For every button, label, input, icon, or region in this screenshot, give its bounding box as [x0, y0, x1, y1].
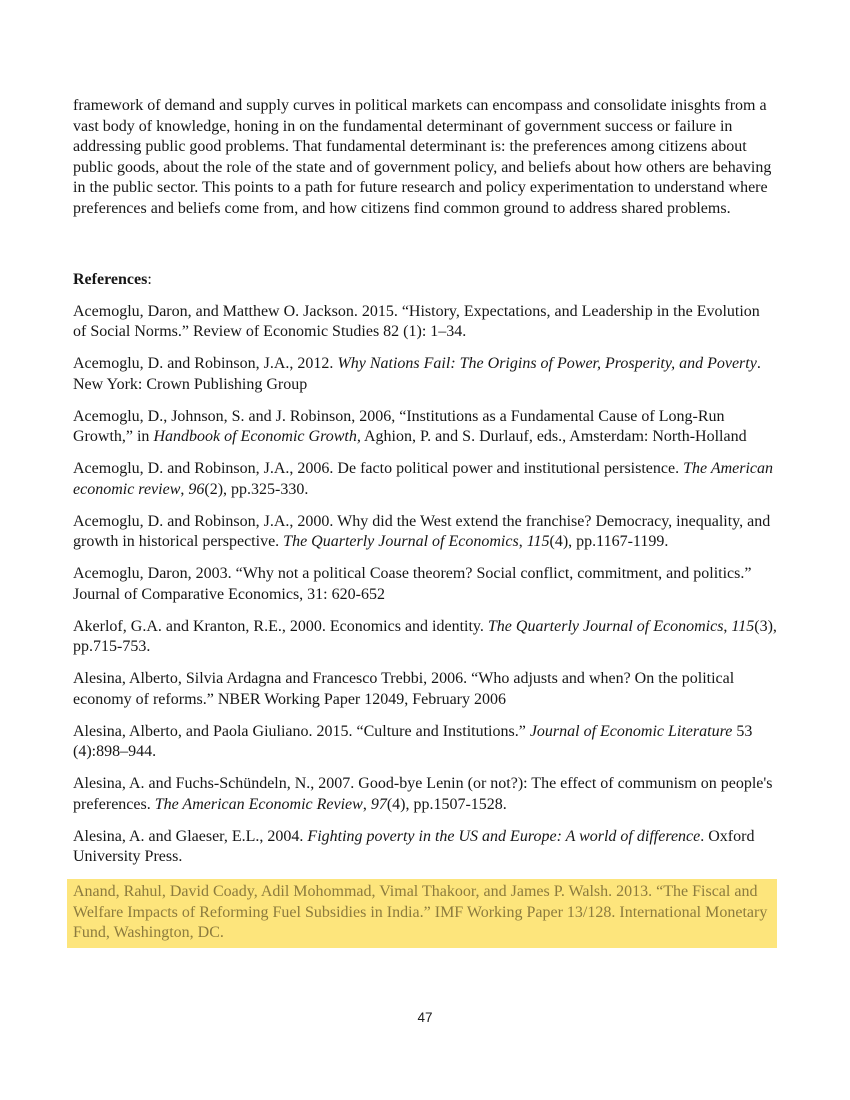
- reference-entry: [73, 459, 777, 500]
- closing-paragraph: framework of demand and supply curves in political markets can encompass and consolidate inisghts from a vast body of knowledge, honing in on the fundamental determinant of government success or failure in addressing public good problems. That fundamental determinant is: the preferences among citizens about public goods, about the role of the state and of government policy, and beliefs about how others are behaving in the public sector. This points to a path for future research and policy experimentation to understand where preferences and beliefs come from, and how citizens find common ground to address shared problems.: [73, 97, 772, 217]
- reference-text: Alesina, Alberto, Silvia Ardagna and Francesco Trebbi, 2006. “Who adjusts and when? On the political economy of reforms.” NBER Working Paper 12049, February 2006: [73, 670, 735, 708]
- references-heading: [73, 270, 777, 291]
- reference-text: 53 (4):898–944.: [73, 722, 753, 760]
- reference-text: (4), pp.1167-1199.: [549, 533, 669, 550]
- reference-text: Alesina, A. and Glaeser, E.L., 2004.: [73, 827, 308, 845]
- reference-text: Acemoglu, D., Johnson, S. and J. Robinson, 2006, “Institutions as a Fundamental Cause of Long-Run Growth,” in: [73, 407, 725, 445]
- references-heading-colon: :: [147, 271, 152, 288]
- reference-text: Aghion, P. and S. Durlauf, eds., Amsterdam: North-Holland: [360, 428, 747, 445]
- reference-text: Acemoglu, D. and Robinson, J.A., 2012.: [73, 355, 338, 372]
- reference-text: (2), pp.325-330.: [204, 480, 309, 498]
- reference-text: Acemoglu, Daron, 2003. “Why not a political Coase theorem? Social conflict, commitment, and politics.” Journal of Comparative Economics, 31: 620-652: [73, 565, 752, 603]
- reference-text: Alesina, A. and Fuchs-Schündeln, N., 2007. Good-bye Lenin (or not?): The effect of communism on people's preferences.: [73, 775, 773, 813]
- reference-title-italic: The American Economic Review: [154, 795, 363, 813]
- reference-text: Acemoglu, Daron, and Matthew O. Jackson. 2015. “History, Expectations, and Leadership in the Evolution of Social Norms.” Review of Economic Studies 82 (1): 1–34.: [73, 302, 760, 340]
- reference-title-italic: 96: [188, 480, 205, 498]
- reference-title-italic: Journal of Economic Literature: [529, 722, 733, 740]
- reference-text: ,: [518, 533, 527, 550]
- reference-title-italic: Fighting poverty in the US and Europe: A world of difference: [307, 827, 701, 845]
- reference-text: (4), pp.1507-1528.: [386, 795, 507, 813]
- reference-entry: [73, 827, 777, 868]
- reference-text: Acemoglu, D. and Robinson, J.A., 2000. Why did the West extend the franchise? Democracy, inequality, and growth in historical perspective.: [73, 512, 771, 550]
- reference-title-italic: The Quarterly Journal of Economics: [283, 533, 519, 550]
- reference-title-italic: 115: [526, 533, 550, 550]
- reference-entry: [73, 512, 777, 553]
- reference-entry: [73, 774, 777, 815]
- reference-text: . Oxford University Press.: [73, 827, 755, 865]
- reference-text: ,: [362, 795, 371, 813]
- reference-text: Alesina, Alberto, and Paola Giuliano. 2015. “Culture and Institutions.”: [73, 722, 530, 740]
- reference-entry-highlighted: [67, 879, 777, 948]
- reference-title-italic: 97: [370, 795, 387, 813]
- reference-entry: [73, 669, 777, 710]
- reference-entry: [73, 617, 777, 658]
- reference-title-italic: 115: [731, 617, 755, 635]
- reference-text: ,: [723, 617, 732, 635]
- reference-text: Acemoglu, D. and Robinson, J.A., 2006. De facto political power and institutional persistence.: [73, 460, 684, 477]
- references-heading-label: References: [73, 271, 148, 288]
- reference-text: (3), pp.715-753.: [73, 617, 777, 655]
- reference-title-italic: Handbook of Economic Growth,: [153, 428, 361, 445]
- reference-text: ,: [180, 480, 189, 498]
- reference-entry: [73, 722, 777, 763]
- page-number: 47: [417, 1009, 433, 1025]
- reference-entry: [73, 302, 777, 343]
- reference-text: Anand, Rahul, David Coady, Adil Mohommad, Vimal Thakoor, and James P. Walsh. 2013. “The Fiscal and Welfare Impacts of Reforming Fuel Subsidies in India.” IMF Working Paper 13/128. International Monetary Fund, Washington, DC.: [73, 883, 768, 941]
- reference-text: . New York: Crown Publishing Group: [73, 355, 761, 393]
- reference-entry: [73, 407, 777, 448]
- reference-entry: [73, 354, 777, 395]
- reference-title-italic: Why Nations Fail: The Origins of Power, Prosperity, and Poverty: [337, 355, 757, 372]
- reference-text: Akerlof, G.A. and Kranton, R.E., 2000. Economics and identity.: [73, 617, 488, 635]
- references-list: [73, 302, 777, 948]
- reference-entry: [73, 564, 777, 605]
- reference-title-italic: The Quarterly Journal of Economics: [487, 617, 724, 635]
- reference-title-italic: The American economic review: [73, 460, 774, 498]
